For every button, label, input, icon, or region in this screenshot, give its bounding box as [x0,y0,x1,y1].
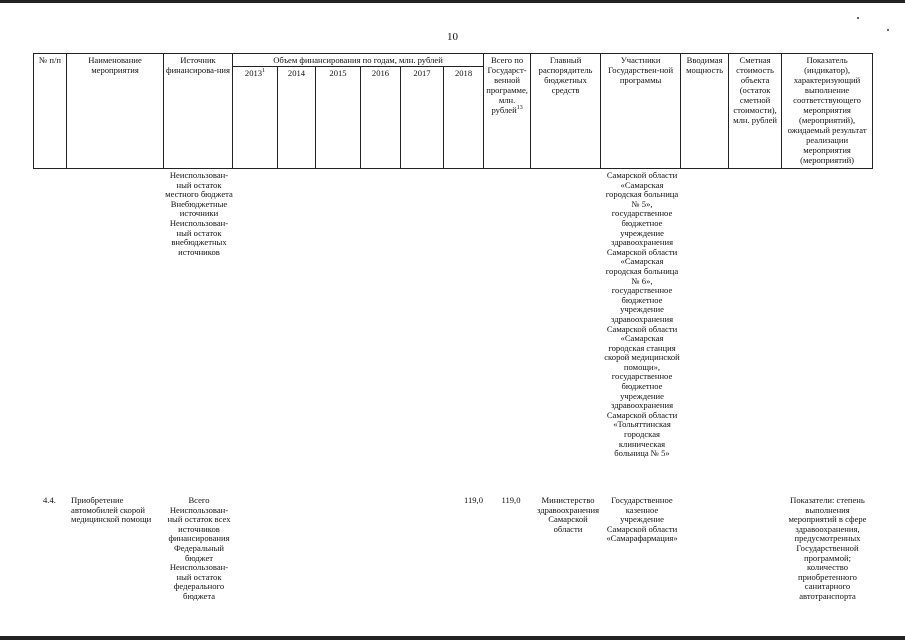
speck [857,17,859,19]
row-indicator: Показатели: степень выполнения мероприятий в сфере здравоохранения, предусмотренных Государственной программой; количество приобретенного санитарного автотранспорта [788,495,867,601]
row-participants: Государственное казенное учреждение Самарской области «Самарафармация» [606,495,678,544]
value-total: 119,0 [501,495,521,505]
program-table [33,53,873,169]
header-estimate: Сметная стоимость объекта (остаток сметной стоимости), млн. рублей [729,54,782,169]
table-body [33,171,872,634]
source-item: Неиспользован-ный остаток внебюджетных источников [169,217,229,257]
header-year-2017: 2017 [401,67,444,169]
header-manager: Главный распорядитель бюджетных средств [531,54,601,169]
header-num: № п/п [34,54,67,169]
page-number: 10 [447,31,458,43]
row-number: 4.4. [43,495,56,505]
top-border [0,0,905,3]
value-2018: 119,0 [463,495,483,505]
header-year-2016: 2016 [361,67,401,169]
header-capacity: Вводимая мощность [681,54,729,169]
source-item: Внебюджетные источники [170,198,228,219]
source-item: Неиспользован-ный остаток местного бюджета [165,170,233,200]
row-manager: Министерство здравоохранения Самарской области [536,495,600,534]
row-sources [164,496,234,602]
continued-participants: Самарской области «Самарская городская больница № 5», государственное бюджетное учреждение здравоохранения Самарской области «Самарская городская больница № 6», государственное бюджетное учреждение здравоохранения Самарской области «Самарская городская станция скорой медицинской помощи», государственное бюджетное учреждение здравоохранения Самарской области «Тольяттинская городская клиническая больница № 5» [604,170,680,459]
header-total: Всего по Государст-венной программе, млн. рублей$^{13}$ [484,54,531,169]
header-funding-group: Объем финансирования по годам, млн. рублей [233,54,484,67]
header-participants: Участники Государствен-ной программы [601,54,681,169]
header-name: Наименование мероприятия [67,54,164,169]
source-item: Федеральный бюджет [173,542,225,563]
header-year-2013: 2013$^1$ [233,67,278,169]
bottom-border [0,636,905,640]
header-source: Источник финансирова-ния [164,54,233,169]
header-indicator: Показатель (индикатор), характеризующий выполнение соответствующего мероприятия (мероприятий), ожидаемый результат реализации мероприятия (мероприятий) [782,54,873,169]
source-item: Неиспользован-ный остаток федерального бюджета [169,562,229,601]
row-name: Приобретение автомобилей скорой медицинской помощи [71,495,152,525]
source-item: Неиспользован-ный остаток всех источников финансирования [167,504,231,544]
header-year-2018: 2018 [444,67,484,169]
source-item: Всего [188,495,210,505]
header-year-2015: 2015 [316,67,361,169]
continued-sources [164,171,234,257]
header-year-2014: 2014 [278,67,316,169]
